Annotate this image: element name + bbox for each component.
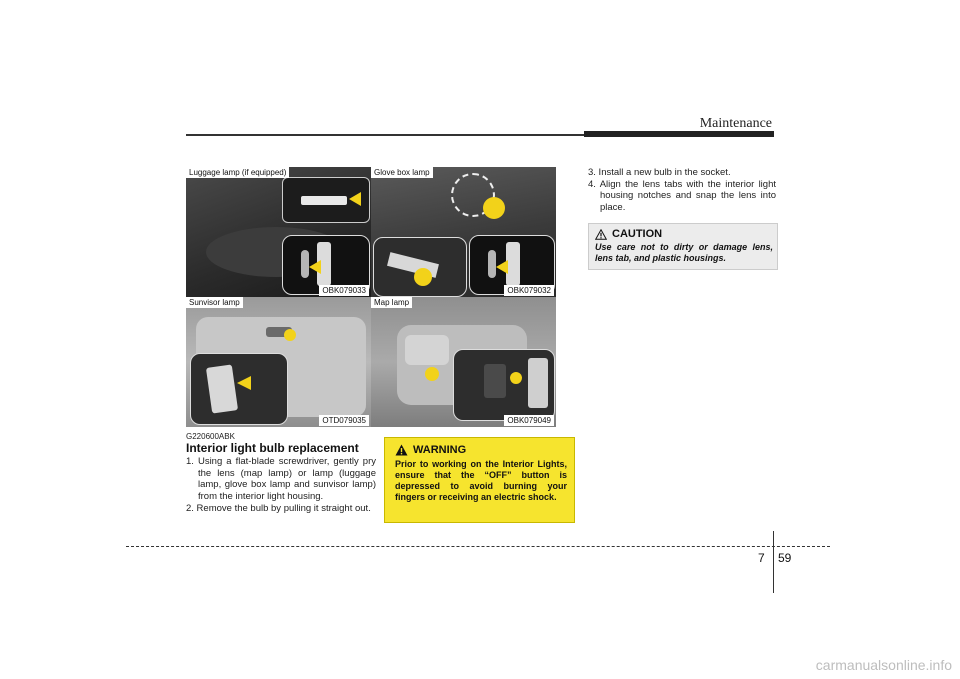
steps-left — [186, 456, 376, 516]
figure-luggage-lamp — [186, 167, 371, 297]
figure-glove-box-lamp — [371, 167, 556, 297]
rotate-arrow — [284, 329, 296, 341]
caution-title: CAUTION — [612, 228, 663, 240]
rotate-arrow — [483, 197, 505, 219]
caution-body: Use care not to dirty or damage lens, lens tab, and plastic housings. — [595, 242, 773, 263]
figure-label: Sunvisor lamp — [186, 297, 243, 308]
step-item: 2. Remove the bulb by pulling it straight out. — [186, 503, 371, 514]
figure-map-lamp — [371, 297, 556, 427]
page-chapter-number: 7 — [758, 551, 765, 565]
callout-lamp-photo — [282, 177, 370, 223]
caution-box — [588, 223, 778, 270]
figure-label: Luggage lamp (if equipped) — [186, 167, 289, 178]
figure-code: OBK079049 — [504, 415, 554, 426]
steps-right — [588, 167, 776, 213]
map-lamp-lens — [405, 335, 449, 365]
section-title: Interior light bulb replacement — [186, 441, 359, 455]
header-rule-accent — [584, 131, 774, 137]
footer-divider — [126, 546, 830, 547]
figure-code: OBK079033 — [319, 285, 369, 296]
figure-code: OTD079035 — [319, 415, 369, 426]
footer-vertical-rule — [773, 531, 774, 593]
section-code: G220600ABK — [186, 432, 235, 441]
warning-triangle-icon — [395, 444, 408, 456]
map-lamp-inset — [453, 349, 555, 421]
figure-label: Map lamp — [371, 297, 412, 308]
page-header-title: Maintenance — [699, 116, 772, 131]
caution-triangle-icon — [595, 229, 607, 240]
warning-title: WARNING — [413, 444, 467, 456]
page-number: 59 — [778, 551, 792, 565]
watermark: carmanualsonline.info — [815, 657, 952, 673]
warning-header — [395, 444, 466, 456]
step-item: 1. Using a flat-blade screwdriver, gently pry the lens (map lamp) or lamp (luggage lamp, glove box lamp and sunvisor lamp) from the interior light housing. — [186, 456, 376, 502]
step-item: 4. Align the lens tabs with the interior light housing notches and snap the lens into place. — [588, 178, 776, 213]
warning-body: Prior to working on the Interior Lights, ensure that the “OFF” button is depressed to avoid burning your fingers or receiving an electric shock. — [395, 459, 567, 502]
rotate-arrow — [425, 367, 439, 381]
figure-code: OBK079032 — [504, 285, 554, 296]
figure-label: Glove box lamp — [371, 167, 433, 178]
figure-sunvisor-lamp — [186, 297, 371, 427]
warning-box — [384, 437, 575, 523]
sunvisor-inset — [190, 353, 288, 425]
step-item: 3. Install a new bulb in the socket. — [588, 167, 731, 178]
glovebox-inset — [373, 237, 467, 297]
caution-header — [595, 228, 662, 240]
